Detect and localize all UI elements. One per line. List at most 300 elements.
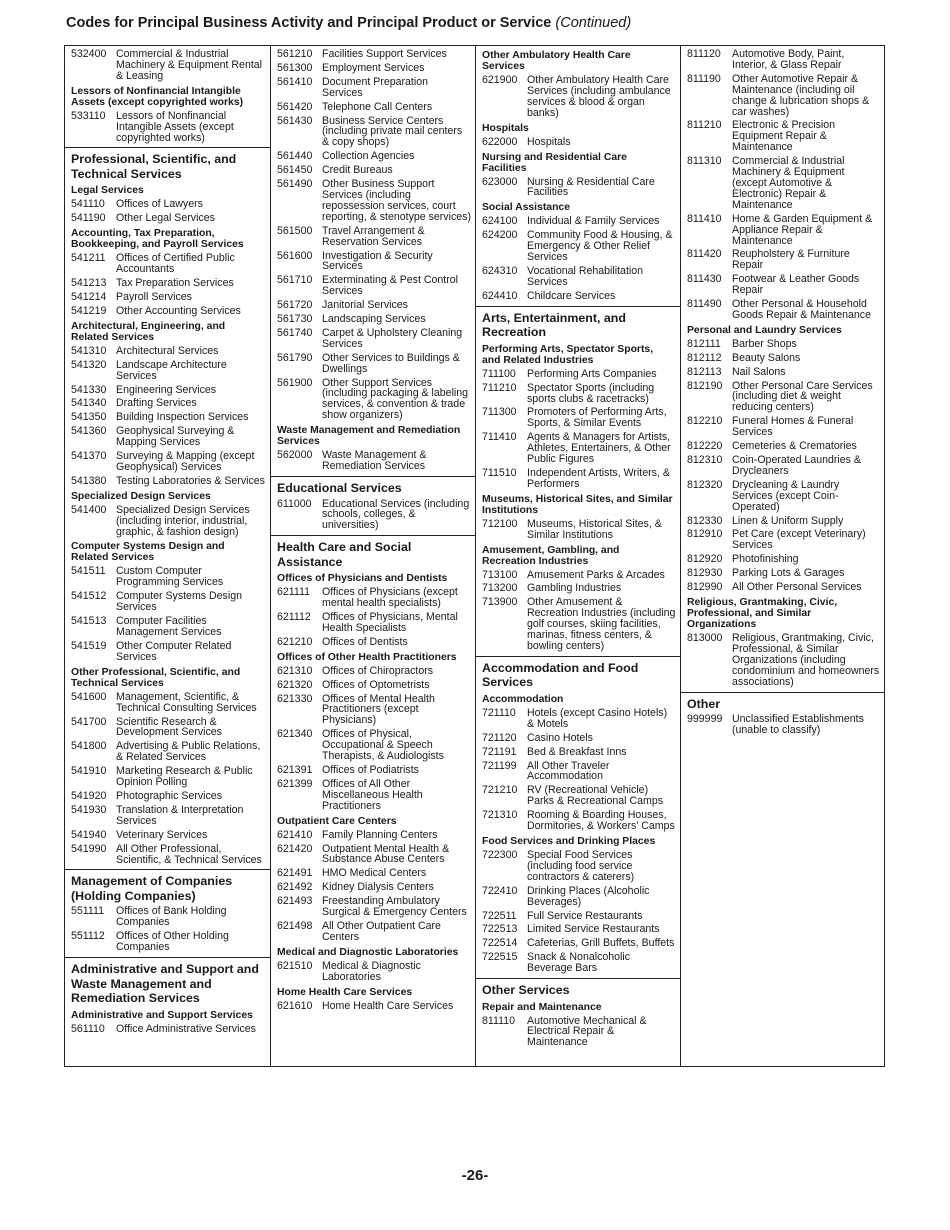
subsection-heading: Other Ambulatory Health Care Services — [482, 50, 631, 72]
activity-description: Lessors of Nonfinancial Intangible Assets (except copyrighted works) — [116, 109, 234, 144]
code-entry — [476, 937, 680, 951]
naics-code: 562000 — [277, 449, 313, 462]
subsection-heading: Accommodation — [482, 693, 564, 705]
naics-code: 551111 — [71, 905, 104, 918]
naics-code: 722513 — [482, 923, 518, 936]
code-entry — [65, 450, 270, 475]
code-entry — [681, 155, 884, 213]
code-entry — [476, 809, 680, 834]
activity-description: Custom Computer Programming Services — [116, 565, 224, 589]
naics-code: 713100 — [482, 568, 518, 581]
activity-description: Coin-Operated Laundries & Drycleaners — [732, 454, 861, 477]
naics-code: 722515 — [482, 951, 518, 964]
code-entry — [65, 905, 270, 930]
code-entry — [476, 849, 680, 885]
naics-code: 812111 — [687, 337, 721, 350]
code-entry — [681, 73, 884, 120]
naics-code: 561600 — [277, 249, 313, 262]
naics-code: 541350 — [71, 411, 107, 424]
code-entry — [681, 380, 884, 416]
naics-code: 541213 — [71, 277, 107, 290]
activity-description: Reupholstery & Furniture Repair — [732, 248, 850, 272]
naics-code: 541320 — [71, 358, 107, 371]
activity-description: Home Health Care Services — [322, 999, 454, 1012]
code-entry — [65, 843, 270, 868]
code-entry — [271, 150, 475, 164]
activity-description: Credit Bureaus — [322, 164, 393, 177]
code-entry — [476, 215, 680, 229]
activity-description: Scientific Research & Development Services — [116, 715, 222, 739]
activity-description: Cafeterias, Grill Buffets, Buffets — [527, 937, 675, 950]
code-entry — [65, 252, 270, 277]
code-entry — [476, 176, 680, 201]
naics-code: 812113 — [687, 365, 722, 378]
code-entry — [476, 951, 680, 976]
naics-code: 561430 — [277, 114, 313, 127]
code-entry — [681, 567, 884, 581]
code-entry — [65, 565, 270, 590]
activity-description: Nursing & Residential Care Facilities — [527, 175, 655, 199]
code-entry — [476, 707, 680, 732]
code-entry — [476, 732, 680, 746]
naics-code: 533110 — [71, 109, 106, 122]
naics-code: 711300 — [482, 406, 517, 419]
activity-description: Drafting Services — [116, 397, 197, 410]
code-entry — [271, 449, 475, 474]
naics-code: 999999 — [687, 713, 723, 725]
code-entry — [271, 250, 475, 275]
activity-description: Other Ambulatory Health Care Services (including ambulance services & blood & organ banks) — [527, 74, 671, 119]
naics-code: 811190 — [687, 72, 721, 85]
naics-code: 541330 — [71, 383, 107, 396]
codes-column-4 — [680, 46, 885, 1066]
section-heading: Accommodation and Food Services — [476, 656, 680, 692]
section-heading: Arts, Entertainment, and Recreation — [476, 306, 680, 342]
code-entry — [476, 596, 680, 654]
section-heading: Health Care and Social Assistance — [271, 535, 475, 571]
naics-code: 541340 — [71, 397, 107, 410]
subsection-heading: Medical and Diagnostic Laboratories — [277, 946, 459, 958]
activity-description: Individual & Family Services — [527, 215, 660, 228]
activity-description: All Other Outpatient Care Centers — [322, 919, 441, 943]
activity-description: Barber Shops — [732, 337, 797, 350]
naics-code: 624310 — [482, 264, 518, 277]
code-entry — [65, 305, 270, 319]
code-entry — [271, 960, 475, 985]
section-heading: Professional, Scientific, and Technical Services — [65, 147, 270, 183]
activity-description: Drinking Places (Alcoholic Beverages) — [527, 884, 650, 908]
naics-code: 561440 — [277, 150, 313, 163]
code-entry — [681, 273, 884, 298]
code-entry — [271, 679, 475, 693]
activity-description: Outpatient Mental Health & Substance Abuse Centers — [322, 842, 450, 866]
naics-code: 541940 — [71, 828, 107, 841]
naics-code: 541110 — [71, 198, 105, 211]
naics-code: 621493 — [277, 895, 313, 908]
naics-code: 541214 — [71, 290, 107, 303]
activity-description: Surveying & Mapping (except Geophysical) Services — [116, 450, 255, 473]
activity-description: Hospitals — [527, 135, 571, 148]
activity-description: Tax Preparation Services — [116, 277, 234, 290]
naics-code: 721191 — [482, 745, 517, 758]
code-entry — [271, 586, 475, 611]
subsection-heading: Offices of Physicians and Dentists — [277, 573, 448, 585]
code-entry — [271, 895, 475, 920]
activity-description: Computer Systems Design Services — [116, 590, 242, 614]
activity-description: Other Accounting Services — [116, 304, 241, 317]
activity-description: Other Computer Related Services — [116, 639, 232, 663]
activity-description: Gambling Industries — [527, 582, 622, 595]
naics-code: 811430 — [687, 273, 722, 286]
activity-description: Offices of Podiatrists — [322, 764, 419, 776]
code-entry — [681, 515, 884, 529]
activity-description: Family Planning Centers — [322, 828, 438, 841]
code-entry — [271, 352, 475, 377]
activity-description: Other Automotive Repair & Maintenance (including oil change & lubrication shops & car washes) — [732, 72, 870, 118]
activity-description: Casino Hotels — [527, 731, 593, 744]
naics-code: 721310 — [482, 809, 518, 822]
activity-description: Full Service Restaurants — [527, 909, 643, 922]
naics-code: 711510 — [482, 466, 517, 479]
code-entry — [681, 479, 884, 515]
activity-description: Management, Scientific, & Technical Consulting Services — [116, 690, 257, 714]
naics-code: 561730 — [277, 313, 313, 326]
naics-code: 621112 — [277, 611, 311, 624]
naics-code: 541360 — [71, 425, 107, 438]
naics-code: 812910 — [687, 528, 723, 541]
code-entry — [271, 377, 475, 424]
activity-description: Offices of Dentists — [322, 635, 408, 648]
subsection-heading: Architectural, Engineering, and Related Services — [71, 320, 226, 343]
naics-code: 621420 — [277, 842, 313, 855]
subsection-heading: Social Assistance — [482, 202, 570, 214]
activity-description: Landscape Architecture Services — [116, 358, 227, 382]
activity-description: Nail Salons — [732, 365, 786, 378]
activity-description: Bed & Breakfast Inns — [527, 745, 627, 758]
activity-description: Spectator Sports (including sports clubs & racetracks) — [527, 381, 655, 405]
code-entry — [271, 693, 475, 729]
activity-description: Architectural Services — [116, 344, 219, 357]
naics-code: 621410 — [277, 828, 313, 841]
activity-description: Childcare Services — [527, 289, 616, 302]
activity-description: Offices of Bank Holding Companies — [116, 905, 227, 929]
naics-code: 811210 — [687, 119, 722, 132]
naics-code: 812330 — [687, 514, 723, 527]
code-entry — [65, 829, 270, 843]
codes-column-3 — [475, 46, 680, 1066]
activity-description: Veterinary Services — [116, 828, 208, 841]
naics-code: 621320 — [277, 678, 313, 691]
activity-description: Geophysical Surveying & Mapping Services — [116, 425, 235, 449]
activity-description: Office Administrative Services — [116, 1022, 256, 1035]
code-entry — [476, 229, 680, 265]
naics-code: 813000 — [687, 631, 723, 644]
section-heading: Educational Services — [271, 476, 475, 498]
code-entry — [476, 431, 680, 467]
code-entry — [476, 923, 680, 937]
code-entry — [65, 411, 270, 425]
activity-description: Automotive Body, Paint, Interior, & Glass Repair — [732, 48, 845, 71]
activity-description: Specialized Design Services (including interior, industrial, graphic, & fashion design) — [116, 503, 250, 538]
subsection-heading: Home Health Care Services — [277, 986, 413, 998]
activity-description: Freestanding Ambulatory Surgical & Emergency Centers — [322, 895, 467, 919]
naics-code: 711210 — [482, 381, 517, 394]
activity-description: Community Food & Housing, & Emergency & Other Relief Services — [527, 229, 673, 264]
subsection-heading: Performing Arts, Spectator Sports, and Related Industries — [482, 343, 654, 366]
subsection-heading: Museums, Historical Sites, and Similar Institutions — [482, 493, 673, 516]
activity-description: Waste Management & Remediation Services — [322, 449, 427, 473]
naics-code: 624410 — [482, 289, 518, 302]
code-entry — [476, 784, 680, 809]
naics-code: 622000 — [482, 135, 518, 148]
naics-code: 621340 — [277, 728, 313, 741]
subsection-heading: Nursing and Residential Care Facilities — [482, 151, 627, 174]
code-entry — [65, 291, 270, 305]
activity-description: Museums, Historical Sites, & Similar Institutions — [527, 517, 662, 541]
codes-column-1 — [64, 46, 270, 1066]
code-entry — [271, 274, 475, 299]
activity-description: Exterminating & Pest Control Services — [322, 274, 459, 298]
activity-description: Religious, Grantmaking, Civic, Professional, & Similar Organizations (including condominium and homeowners associations) — [732, 631, 880, 688]
naics-code: 811490 — [687, 298, 722, 311]
naics-code: 561410 — [277, 75, 313, 88]
code-entry — [476, 760, 680, 785]
activity-description: Beauty Salons — [732, 351, 801, 364]
code-entry — [271, 178, 475, 225]
naics-code: 722300 — [482, 848, 518, 861]
naics-code: 621310 — [277, 664, 313, 677]
naics-code: 812190 — [687, 379, 723, 392]
code-entry — [476, 74, 680, 121]
codes-table — [64, 45, 885, 1067]
code-entry — [65, 359, 270, 384]
activity-description: Travel Arrangement & Reservation Services — [322, 224, 425, 248]
naics-code: 621510 — [277, 959, 313, 972]
code-entry — [65, 212, 270, 226]
code-entry — [65, 740, 270, 765]
activity-description: HMO Medical Centers — [322, 867, 427, 880]
naics-code: 713900 — [482, 596, 518, 609]
page-title: Codes for Principal Business Activity and Principal Product or Service (Continued) — [66, 15, 632, 31]
naics-code: 561900 — [277, 376, 313, 389]
naics-code: 624100 — [482, 215, 518, 228]
code-entry — [271, 101, 475, 115]
activity-description: Commercial & Industrial Machinery & Equipment (except Automotive & Electronic) Repair & Maintenance — [732, 155, 845, 211]
code-entry — [681, 119, 884, 155]
code-entry — [65, 425, 270, 450]
naics-code: 541211 — [71, 252, 106, 265]
section-heading: Other — [681, 692, 884, 714]
code-entry — [681, 528, 884, 553]
subsection-heading: Waste Management and Remediation Services — [277, 425, 461, 448]
activity-description: Independent Artists, Writers, & Performers — [527, 466, 670, 490]
activity-description: All Other Traveler Accommodation — [527, 759, 610, 783]
activity-description: Vocational Rehabilitation Services — [527, 264, 644, 288]
activity-description: Photographic Services — [116, 789, 222, 802]
activity-description: Janitorial Services — [322, 299, 408, 312]
code-entry — [271, 665, 475, 679]
activity-description: Agents & Managers for Artists, Athletes, Entertainers, & Other Public Figures — [527, 431, 671, 466]
naics-code: 541310 — [71, 344, 107, 357]
code-entry — [271, 867, 475, 881]
activity-description: Offices of Physicians (except mental health specialists) — [322, 586, 458, 610]
code-entry — [476, 265, 680, 290]
code-entry — [271, 636, 475, 650]
activity-description: Facilities Support Services — [322, 48, 447, 60]
naics-code: 541190 — [71, 212, 106, 225]
code-entry — [476, 382, 680, 407]
naics-code: 541519 — [71, 639, 107, 652]
activity-description: Automotive Mechanical & Electrical Repair & Maintenance — [527, 1014, 647, 1049]
code-entry — [271, 225, 475, 250]
naics-code: 811410 — [687, 212, 722, 225]
activity-description: Offices of Mental Health Practitioners (except Physicians) — [322, 692, 435, 727]
naics-code: 812930 — [687, 567, 723, 580]
naics-code: 811420 — [687, 248, 722, 261]
activity-description: Rooming & Boarding Houses, Dormitories, & Workers’ Camps — [527, 809, 675, 833]
activity-description: Offices of Other Holding Companies — [116, 930, 229, 954]
code-entry — [681, 581, 884, 595]
naics-code: 541511 — [71, 565, 106, 578]
activity-description: Other Personal Care Services (including diet & weight reducing centers) — [732, 379, 873, 414]
activity-description: Kidney Dialysis Centers — [322, 881, 434, 894]
code-entry — [65, 765, 270, 790]
naics-code: 541512 — [71, 590, 107, 603]
code-entry — [681, 553, 884, 567]
naics-code: 541219 — [71, 304, 107, 317]
activity-description: Payroll Services — [116, 290, 192, 303]
activity-description: Educational Services (including schools, colleges, & universities) — [322, 497, 470, 532]
code-entry — [271, 115, 475, 151]
code-entry — [476, 290, 680, 304]
subsection-heading: Offices of Other Health Practitioners — [277, 651, 457, 663]
activity-description: All Other Professional, Scientific, & Technical Services — [116, 842, 262, 866]
naics-code: 812320 — [687, 478, 723, 491]
activity-description: Unclassified Establishments (unable to classify) — [732, 713, 864, 736]
code-entry — [681, 415, 884, 440]
activity-description: Building Inspection Services — [116, 411, 249, 424]
naics-code: 541380 — [71, 474, 107, 487]
code-entry — [681, 713, 884, 738]
code-entry — [681, 366, 884, 380]
naics-code: 621111 — [277, 586, 310, 599]
activity-description: Testing Laboratories & Services — [116, 474, 265, 487]
code-entry — [271, 313, 475, 327]
naics-code: 621900 — [482, 74, 518, 86]
activity-description: Collection Agencies — [322, 150, 415, 163]
code-entry — [65, 804, 270, 829]
naics-code: 532400 — [71, 48, 107, 60]
code-entry — [271, 299, 475, 313]
code-entry — [65, 691, 270, 716]
activity-description: Medical & Diagnostic Laboratories — [322, 959, 421, 983]
naics-code: 621492 — [277, 881, 313, 894]
code-entry — [681, 632, 884, 690]
code-entry — [65, 590, 270, 615]
code-entry — [476, 136, 680, 150]
activity-description: Offices of Chiropractors — [322, 664, 434, 677]
naics-code: 623000 — [482, 175, 518, 188]
code-entry — [476, 885, 680, 910]
code-entry — [271, 843, 475, 868]
activity-description: Employment Services — [322, 61, 425, 74]
naics-code: 541930 — [71, 803, 107, 816]
subsection-heading: Outpatient Care Centers — [277, 815, 397, 827]
code-entry — [65, 345, 270, 359]
activity-description: Other Services to Buildings & Dwellings — [322, 351, 460, 375]
activity-description: Translation & Interpretation Services — [116, 803, 244, 827]
subsection-heading: Accounting, Tax Preparation, Bookkeeping, and Payroll Services — [71, 228, 244, 251]
naics-code: 621498 — [277, 919, 313, 932]
code-entry — [681, 213, 884, 249]
code-entry — [65, 277, 270, 291]
naics-code: 561490 — [277, 178, 313, 191]
code-entry — [271, 829, 475, 843]
naics-code: 561740 — [277, 326, 313, 339]
code-entry — [65, 930, 270, 955]
codes-column-2 — [270, 46, 475, 1066]
naics-code: 811310 — [687, 155, 722, 168]
activity-description: Pet Care (except Veterinary) Services — [732, 528, 866, 552]
code-entry — [681, 454, 884, 479]
activity-description: Promoters of Performing Arts, Sports, & Similar Events — [527, 406, 667, 430]
naics-code: 561710 — [277, 274, 313, 287]
code-entry — [271, 1000, 475, 1014]
code-entry — [65, 198, 270, 212]
code-entry — [681, 440, 884, 454]
code-entry — [271, 728, 475, 764]
activity-description: Landscaping Services — [322, 313, 426, 326]
activity-description: Carpet & Upholstery Cleaning Services — [322, 326, 463, 350]
naics-code: 541990 — [71, 842, 107, 855]
code-entry — [65, 640, 270, 665]
subsection-heading: Specialized Design Services — [71, 490, 211, 502]
naics-code: 541400 — [71, 503, 107, 516]
subsection-heading: Lessors of Nonfinancial Intangible Assets (except copyrighted works) — [71, 85, 244, 108]
activity-description: Electronic & Precision Equipment Repair & Maintenance — [732, 119, 836, 154]
activity-description: Other Amusement & Recreation Industries (including golf courses, skiing facilities, marinas, fitness centers, & bowling centers) — [527, 596, 676, 652]
activity-description: RV (Recreational Vehicle) Parks & Recreational Camps — [527, 784, 664, 808]
naics-code: 621491 — [277, 867, 313, 880]
code-entry — [681, 48, 884, 73]
naics-code: 621610 — [277, 999, 313, 1012]
activity-description: Cemeteries & Crematories — [732, 440, 857, 453]
subsection-heading: Religious, Grantmaking, Civic, Professional, and Similar Organizations — [687, 596, 838, 630]
naics-code: 812220 — [687, 440, 723, 453]
activity-description: Other Personal & Household Goods Repair & Maintenance — [732, 298, 871, 321]
activity-description: Advertising & Public Relations, & Related Services — [116, 740, 261, 764]
page-number: -26- — [461, 1167, 489, 1184]
naics-code: 812112 — [687, 351, 722, 364]
code-entry — [65, 790, 270, 804]
activity-description: Investigation & Security Services — [322, 249, 433, 273]
activity-description: All Other Personal Services — [732, 581, 862, 594]
subsection-heading: Administrative and Support Services — [71, 1009, 253, 1021]
naics-code: 722511 — [482, 909, 517, 922]
activity-description: Photofinishing — [732, 553, 799, 566]
code-entry — [476, 746, 680, 760]
activity-description: Engineering Services — [116, 383, 217, 396]
naics-code: 711410 — [482, 431, 517, 444]
code-entry — [65, 716, 270, 741]
page-title-continued-note: (Continued) — [555, 15, 632, 31]
activity-description: Offices of Physicians, Mental Health Specialists — [322, 611, 458, 634]
naics-code: 711100 — [482, 367, 516, 380]
code-entry — [271, 611, 475, 636]
naics-code: 621210 — [277, 635, 313, 648]
subsection-heading: Amusement, Gambling, and Recreation Industries — [482, 544, 620, 567]
activity-description: Computer Facilities Management Services — [116, 615, 222, 638]
